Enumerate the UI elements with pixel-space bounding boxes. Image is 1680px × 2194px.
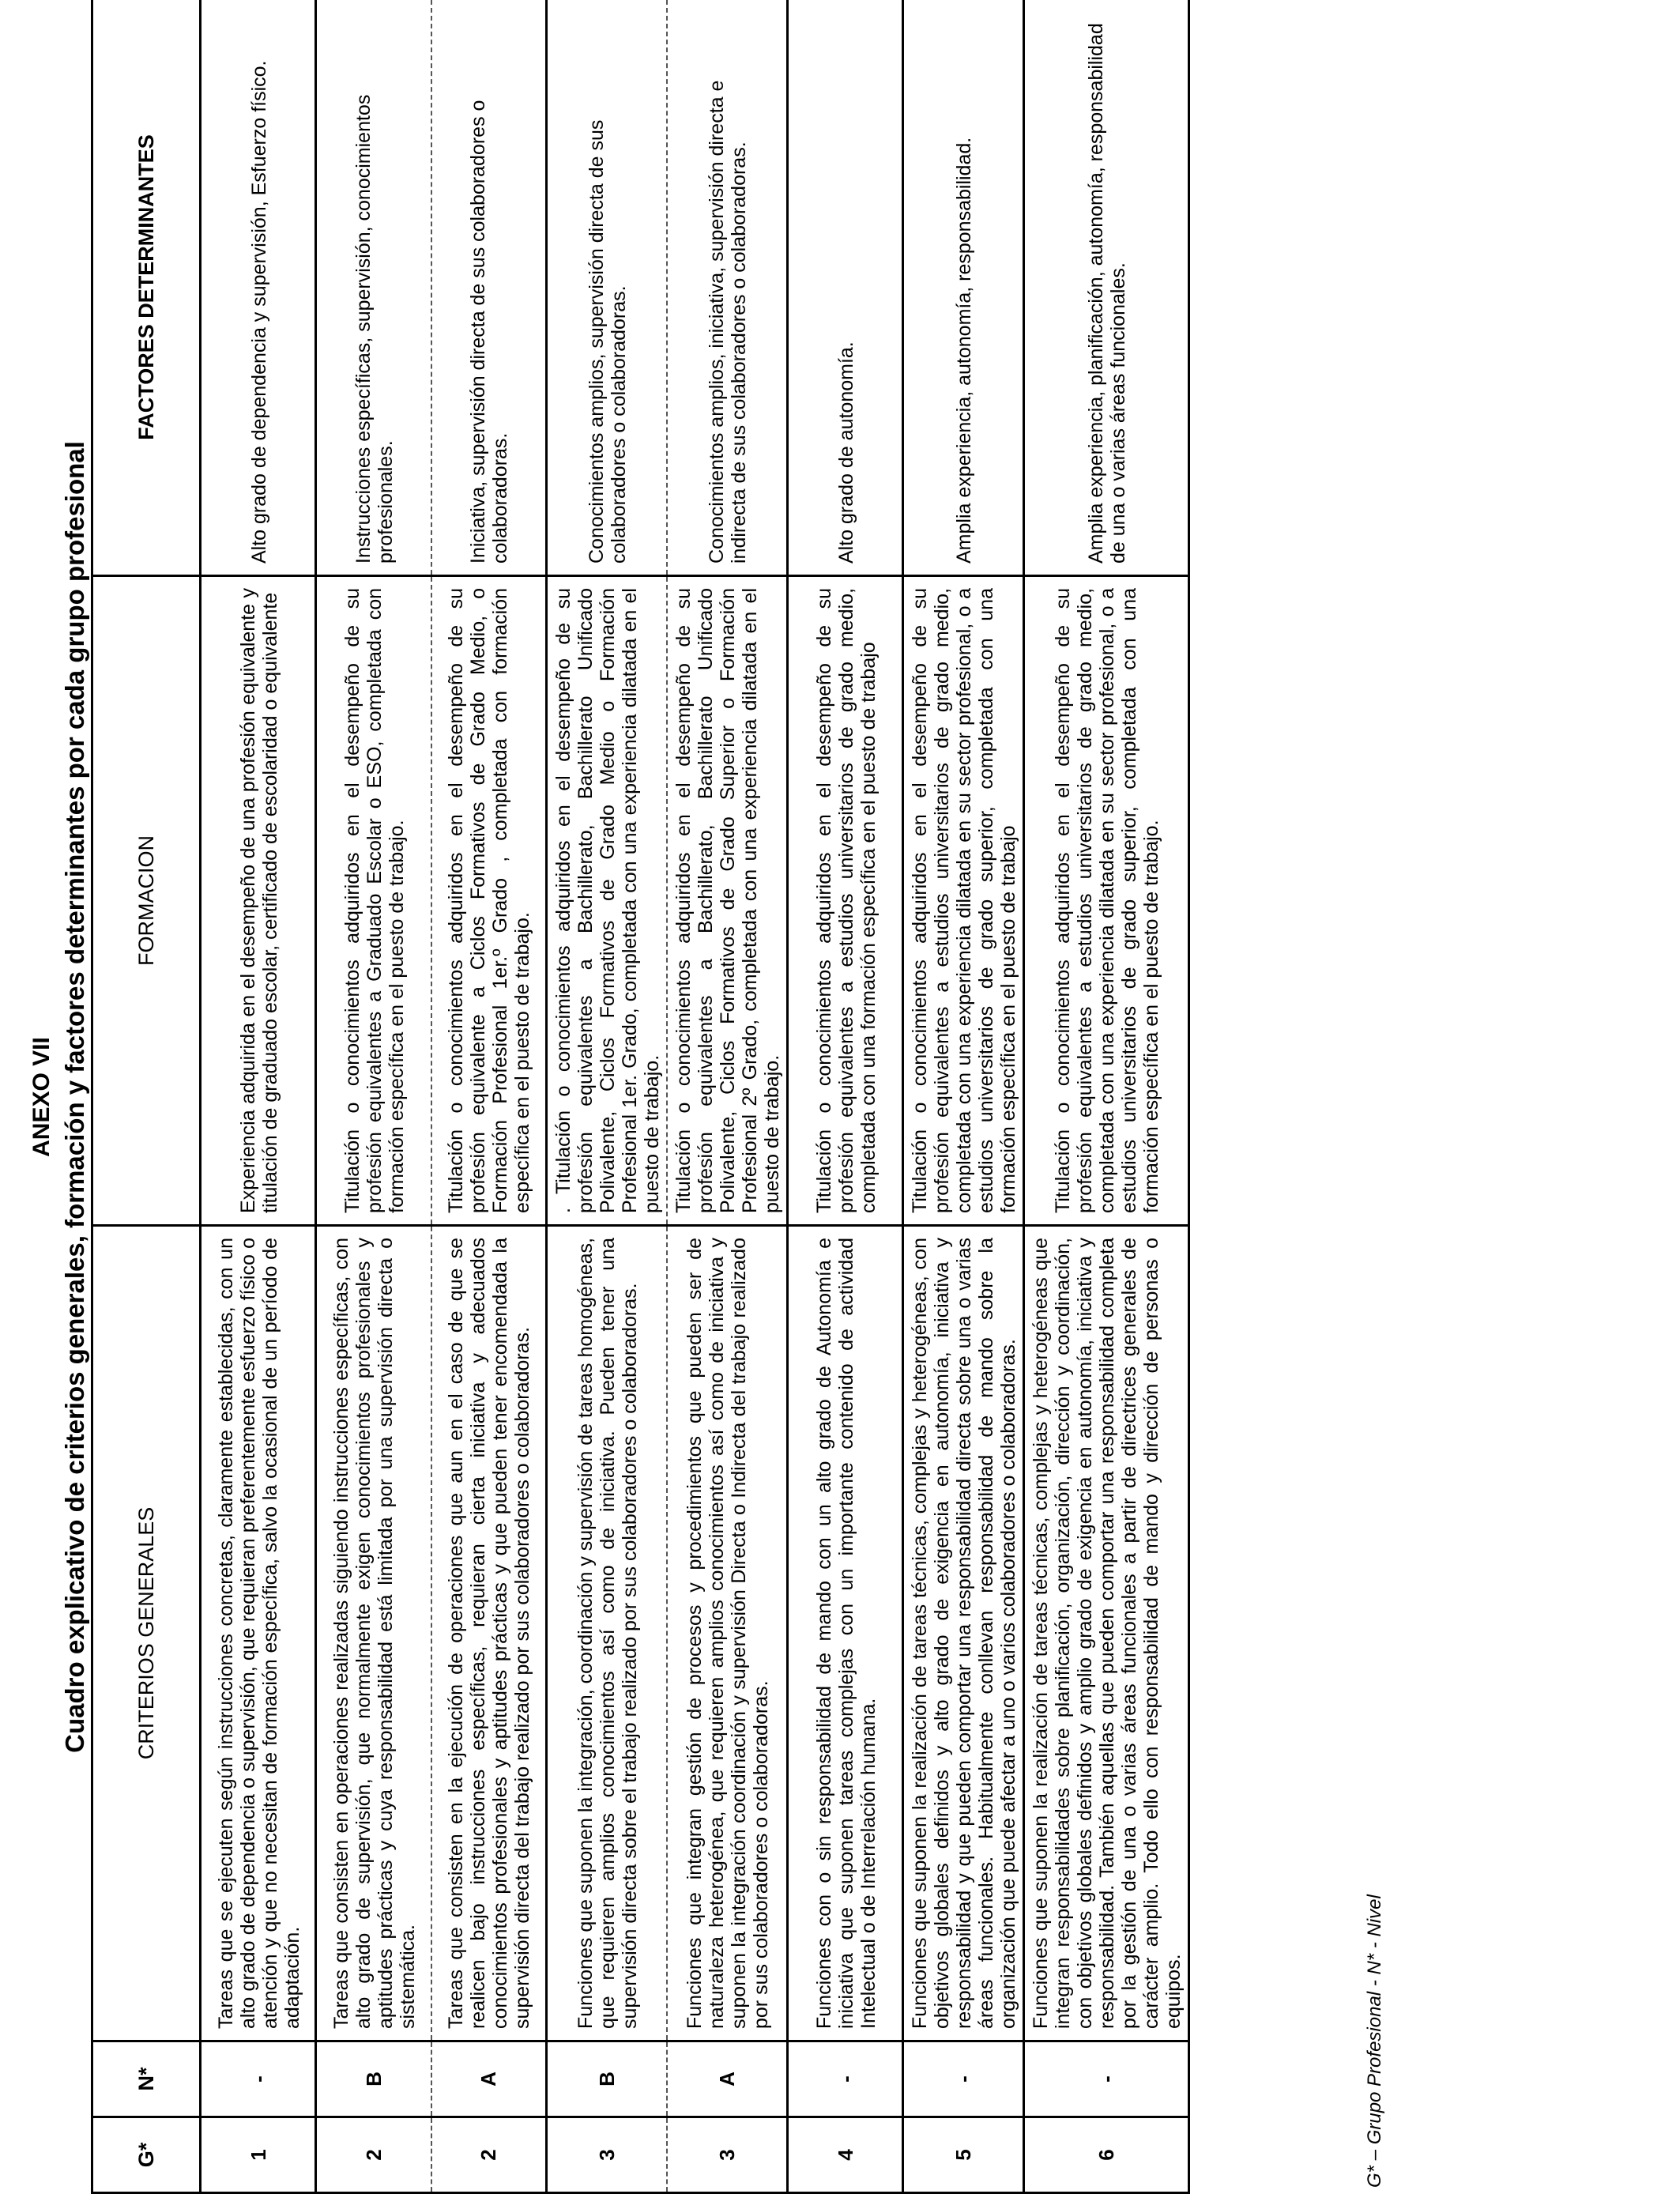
header-group: G* [92, 2117, 201, 2193]
cell-training: Titulación o conocimientos adquiridos en el desempeño de su profesión equivalentes a estudios universitarios de grado medio, completada con una formación específica en el puesto de trabajo [788, 576, 903, 1226]
cell-group: 6 [1024, 2117, 1189, 2193]
cell-criteria: Funciones que suponen la realización de tareas técnicas, complejas y heterogéneas que integran responsabilidades sobre planificación, organización, dirección y coordinación, con objetivos globales definidos y amplio grado de exigencia en autonomía, iniciativa y responsabilidad. También aquellas que pueden comportar una responsabilidad completa por la gestión de una o varias áreas funcionales a partir de directrices generales de carácter amplio. Todo ello con responsabilidad de mando y dirección de personas o equipos. [1024, 1226, 1189, 2041]
table-row [431, 0, 547, 2193]
cell-factors: Alto grado de autonomía. [788, 0, 903, 576]
criteria-table [91, 0, 1190, 2194]
cell-group: 1 [201, 2117, 316, 2193]
table-header-row [92, 0, 201, 2193]
cell-factors: Iniciativa, supervisión directa de sus colaboradores o colaboradoras. [431, 0, 547, 576]
cell-factors: Amplia experiencia, planificación, autonomía, responsabilidad de una o varias áreas funcionales. [1024, 0, 1189, 576]
cell-level: - [201, 2041, 316, 2117]
document-title: ANEXO VII [28, 1037, 55, 1157]
table-row [667, 0, 788, 2193]
document-subtitle: Cuadro explicativo de criterios generales, formación y factores determinantes por cada grupo profesional [60, 441, 89, 1753]
header-training: FORMACION [92, 576, 201, 1226]
header-level: N* [92, 2041, 201, 2117]
cell-factors: Conocimientos amplios, iniciativa, supervisión directa e indirecta de sus colaboradores o colaboradoras. [667, 0, 788, 576]
cell-criteria: Tareas que consisten en la ejecución de operaciones que aun en el caso de que se realicen bajo instrucciones específicas, requieran cierta iniciativa y adecuados conocimientos profesionales y aptitudes prácticas y que pueden tener encomendada la supervisión directa del trabajo realizado por sus colaboradores o colaboradoras. [431, 1226, 547, 2041]
cell-criteria: Tareas que consisten en operaciones realizadas siguiendo instrucciones específicas, con alto grado de supervisión, que normalmente exigen conocimientos profesionales y aptitudes prácticas y cuya responsabilidad está limitada por una supervisión directa o sistemática. [316, 1226, 431, 2041]
cell-training: Titulación o conocimientos adquiridos en el desempeño de su profesión equivalentes a estudios universitarios de grado medio, completada con una experiencia dilatada en su sector profesional, o a estudios universitarios de grado superior, completada con una formación específica en el puesto de trabajo. [1024, 576, 1189, 1226]
cell-criteria: Funciones que integran gestión de procesos y procedimientos que pueden ser de naturaleza heterogénea, que requieren amplios conocimientos así como de iniciativa y suponen la integración coordinación y supervisión Directa o Indirecta del trabajo realizado por sus colaboradores o colaboradoras. [667, 1226, 788, 2041]
table-row [201, 0, 316, 2193]
cell-level: B [547, 2041, 668, 2117]
cell-level: - [903, 2041, 1024, 2117]
cell-training: Titulación o conocimientos adquiridos en el desempeño de su profesión equivalentes a estudios universitarios de grado medio, completada con una experiencia dilatada en su sector profesional, o a estudios universitarios de grado superior, completada con una formación específica en el puesto de trabajo [903, 576, 1024, 1226]
cell-training: Experiencia adquirida en el desempeño de una profesión equivalente y titulación de graduado escolar, certificado de escolaridad o equivalente [201, 576, 316, 1226]
table-row [1024, 0, 1189, 2193]
cell-criteria: Funciones que suponen la realización de tareas técnicas, complejas y heterogéneas, con objetivos globales definidos y alto grado de exigencia en autonomía, iniciativa y responsabilidad y que pueden comportar una responsabilidad directa sobre una o varias áreas funcionales. Habitualmente conllevan responsabilidad de mando sobre la organización que puede afectar a uno o varios colaboradores o colaboradoras. [903, 1226, 1024, 2041]
cell-factors: Conocimientos amplios, supervisión directa de sus colaboradores o colaboradoras. [547, 0, 668, 576]
cell-training: . Titulación o conocimientos adquiridos en el desempeño de su profesión equivalentes a Bachillerato, Bachillerato Unificado Polivalente, Ciclos Formativos de Grado Medio o Formación Profesional 1er. Grado, completada con una experiencia dilatada en el puesto de trabajo. [547, 576, 668, 1226]
table-row [788, 0, 903, 2193]
cell-group: 3 [547, 2117, 668, 2193]
cell-group: 4 [788, 2117, 903, 2193]
header-criteria: CRITERIOS GENERALES [92, 1226, 201, 2041]
cell-factors: Instrucciones específicas, supervisión, conocimientos profesionales. [316, 0, 431, 576]
cell-level: A [431, 2041, 547, 2117]
cell-criteria: Funciones que suponen la integración, coordinación y supervisión de tareas homogéneas, que requieren amplios conocimientos así como de iniciativa. Pueden tener una supervisión directa sobre el trabajo realizado por sus colaboradores o colaboradoras. [547, 1226, 668, 2041]
cell-level: B [316, 2041, 431, 2117]
cell-factors: Alto grado de dependencia y supervisión, Esfuerzo físico. [201, 0, 316, 576]
table-row [547, 0, 668, 2193]
table-row [903, 0, 1024, 2193]
cell-level: A [667, 2041, 788, 2117]
cell-group: 2 [431, 2117, 547, 2193]
cell-level: - [1024, 2041, 1189, 2117]
cell-level: - [788, 2041, 903, 2117]
cell-group: 3 [667, 2117, 788, 2193]
cell-factors: Amplia experiencia, autonomía, responsabilidad. [903, 0, 1024, 576]
cell-training: Titulación o conocimientos adquiridos en el desempeño de su profesión equivalentes a Bachillerato, Bachillerato Unificado Polivalente, Ciclos Formativos de Grado Superior o Formación Profesional 2º Grado, completada con una experiencia dilatada en el puesto de trabajo. [667, 576, 788, 1226]
cell-criteria: Funciones con o sin responsabilidad de mando con un alto grado de Autonomía e iniciativa que suponen tareas complejas con un importante contenido de actividad Intelectual o de Interrelación humana. [788, 1226, 903, 2041]
cell-criteria: Tareas que se ejecuten según instrucciones concretas, claramente establecidas, con un alto grado de dependencia o supervisión, que requieran preferentemente esfuerzo físico o atención y que no necesitan de formación específica, salvo la ocasional de un período de adaptación. [201, 1226, 316, 2041]
footnote: G* – Grupo Profesional - N* - Nivel [1364, 1894, 1385, 2188]
table-row [316, 0, 431, 2193]
cell-group: 5 [903, 2117, 1024, 2193]
cell-group: 2 [316, 2117, 431, 2193]
cell-training: Titulación o conocimientos adquiridos en el desempeño de su profesión equivalentes a Graduado Escolar o ESO, completada con formación específica en el puesto de trabajo. [316, 576, 431, 1226]
cell-training: Titulación o conocimientos adquiridos en el desempeño de su profesión equivalente a Ciclos Formativos de Grado Medio, o Formación Profesional 1er.º Grado , completada con formación específica en el puesto de trabajo. [431, 576, 547, 1226]
header-factors: FACTORES DETERMINANTES [92, 0, 201, 576]
